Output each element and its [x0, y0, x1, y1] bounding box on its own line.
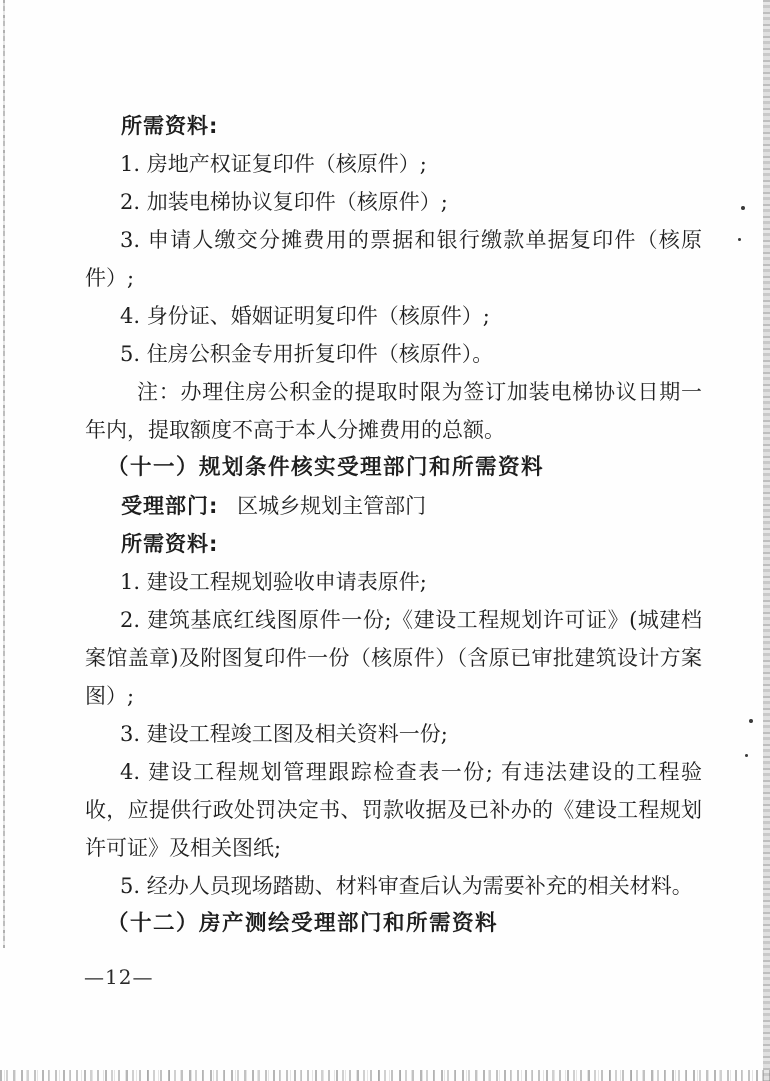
- sec11-materials-label: 所需资料:: [121, 532, 219, 556]
- page-number: —12—: [84, 965, 154, 989]
- sec11-item-2: 2. 建筑基底红线图原件一份;《建设工程规划许可证》(城建档案馆盖章)及附图复印件一份（核原件）（含原已审批建筑设计方案图）;: [85, 608, 702, 708]
- accepting-department-line: [85, 487, 702, 525]
- scan-artifact-right-edge: [763, 0, 770, 1081]
- sec10-item-5: 5. 住房公积金专用折复印件（核原件）。: [120, 342, 494, 366]
- accepting-department-value: 区城乡规划主管部门: [237, 494, 427, 518]
- sec10-note: 注：办理住房公积金的提取时限为签订加装电梯协议日期一年内，提取额度不高于本人分摊费用的总额。: [85, 380, 702, 442]
- document-body: [85, 107, 702, 943]
- ink-speck: [745, 754, 748, 757]
- ink-speck: [738, 238, 741, 241]
- scan-artifact-left-edge: [3, 0, 5, 948]
- sec10-item-4: 4. 身份证、婚姻证明复印件（核原件）;: [120, 304, 490, 328]
- sec10-item-1: 1. 房地产权证复印件（核原件）;: [120, 152, 427, 176]
- sec11-item-4: 4. 建设工程规划管理跟踪检查表一份; 有违法建设的工程验收，应提供行政处罚决定书、罚款收据及已补办的《建设工程规划许可证》及相关图纸;: [85, 760, 702, 860]
- sec11-item-5: 5. 经办人员现场踏勘、材料审查后认为需要补充的相关材料。: [120, 874, 693, 898]
- sec11-item-3: 3. 建设工程竣工图及相关资料一份;: [120, 722, 448, 746]
- section-11-heading: （十一）规划条件核实受理部门和所需资料: [107, 455, 545, 480]
- section-12-heading: （十二）房产测绘受理部门和所需资料: [107, 911, 499, 936]
- sec10-materials-label: 所需资料:: [121, 114, 219, 138]
- scan-artifact-bottom-edge: [0, 1070, 770, 1081]
- sec10-item-2: 2. 加装电梯协议复印件（核原件）;: [120, 190, 448, 214]
- ink-speck: [741, 206, 745, 210]
- sec11-item-1: 1. 建设工程规划验收申请表原件;: [120, 570, 427, 594]
- sec10-item-3: 3. 申请人缴交分摊费用的票据和银行缴款单据复印件（核原件）;: [85, 228, 702, 290]
- ink-speck: [749, 719, 753, 723]
- accepting-department-label: 受理部门:: [121, 494, 219, 518]
